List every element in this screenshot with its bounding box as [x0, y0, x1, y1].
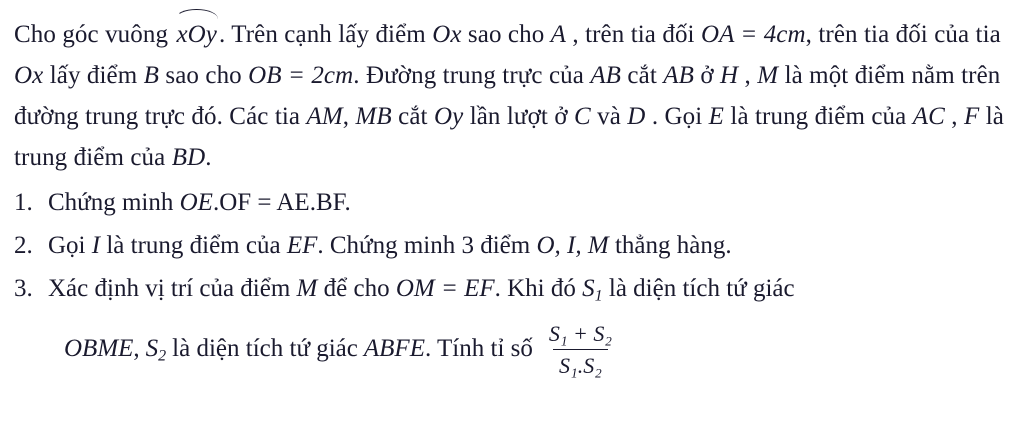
s1-subscript: 1 — [594, 287, 603, 305]
question-3-number: 3. — [14, 275, 33, 302]
problem-text-17: ở — [554, 103, 568, 130]
segment-ab-math: AB — [590, 62, 622, 89]
problem-text-16: lần lượt — [469, 103, 548, 130]
segment-ac-math: AC — [912, 103, 945, 130]
question-1-math-a: OE — [179, 189, 213, 216]
question-3-s1-symbol: $S_1$ — [582, 275, 603, 305]
problem-text-11: cắt — [627, 62, 657, 89]
question-item-1 — [14, 182, 1010, 223]
problem-text-21: là trung điểm của — [14, 103, 1004, 171]
ob-equation: OB = 2cm — [248, 62, 354, 89]
problem-statement — [14, 14, 1010, 178]
problem-period: . — [205, 144, 212, 171]
question-1-text-a: Chứng minh — [48, 189, 174, 216]
point-m-math: M — [757, 62, 779, 89]
angle-xoy-math: xOy — [174, 14, 219, 55]
question-3-text-d: là diện tích tứ giác — [608, 275, 795, 302]
question-3-body — [48, 268, 1010, 309]
question-3-text-b: để cho — [323, 275, 390, 302]
problem-comma-1: , — [342, 103, 350, 130]
ray-am-math: AM — [306, 103, 343, 130]
question-1-text-b: . — [344, 189, 351, 216]
question-3-tail-text-b: . Tính tỉ số — [424, 335, 533, 362]
problem-text-9: sao cho — [165, 62, 242, 89]
point-e-math: E — [708, 103, 725, 130]
question-3-math-b: OM = EF — [395, 275, 495, 302]
question-3-s2-symbol: $S_2$ — [145, 335, 167, 365]
point-d-math: D — [627, 103, 646, 130]
question-1-body — [48, 182, 1010, 223]
problem-text-2: . Trên cạnh — [218, 21, 332, 48]
s2-subscript: 2 — [158, 347, 167, 365]
question-2-text-b: là trung điểm của — [106, 232, 281, 259]
problem-text-18: và — [597, 103, 621, 130]
question-2-text-d: thẳng hàng. — [614, 232, 732, 259]
question-item-2 — [14, 225, 1010, 266]
problem-text-10: . Đường trung trực của — [353, 62, 584, 89]
ray-mb-math: MB — [355, 103, 392, 130]
fraction-numerator: S₁ + S₂ — [548, 321, 613, 346]
problem-text-4: sao cho — [467, 21, 545, 48]
question-2-math-c: O, I, M — [536, 232, 609, 259]
point-b-math: B — [143, 62, 160, 89]
segment-ab2-math: AB — [663, 62, 694, 89]
question-2-math-b: EF — [286, 232, 318, 259]
problem-text-3: lấy điểm — [338, 21, 426, 48]
problem-text-19: . Gọi — [651, 103, 703, 130]
point-h-math: H — [720, 62, 739, 89]
problem-text-6: , trên tia đối — [805, 21, 928, 48]
question-3-text-c: . Khi đó — [494, 275, 576, 302]
question-3-text-a: Xác định vị trí của điểm — [48, 275, 291, 302]
point-f-math: F — [963, 103, 980, 130]
problem-text-7: của tia — [934, 21, 1001, 48]
question-3-tail-comma: , — [133, 335, 140, 362]
question-1-math-b: .OF = AE.BF — [212, 189, 345, 216]
question-2-text-c: . Chứng minh 3 điểm — [317, 232, 531, 259]
problem-text-13: , — [744, 62, 751, 89]
problem-comma-2: , — [951, 103, 958, 130]
ox-math: Ox — [432, 21, 462, 48]
question-3-math-a: M — [296, 275, 318, 302]
question-2-number: 2. — [14, 232, 33, 259]
question-2-body — [48, 225, 1010, 266]
point-c-math: C — [574, 103, 591, 130]
fraction-denominator: S₁.S₂ — [553, 349, 608, 380]
problem-text-5: , trên tia đối — [572, 21, 695, 48]
segment-bd-math: BD — [171, 144, 206, 171]
question-1-number: 1. — [14, 189, 33, 216]
question-2-math-a: I — [91, 232, 101, 259]
ratio-fraction — [543, 320, 618, 379]
question-3-tail-text-a: là diện tích tứ giác — [172, 335, 358, 362]
oa-equation: OA = 4cm — [700, 21, 806, 48]
problem-text-8: lấy điểm — [49, 62, 138, 89]
problem-text-15: cắt — [398, 103, 428, 130]
problem-text-12: ở — [700, 62, 714, 89]
point-a-math: A — [550, 21, 567, 48]
problem-text-20: là trung điểm của — [730, 103, 907, 130]
question-2-text-a: Gọi — [48, 232, 86, 259]
questions-list — [14, 182, 1010, 378]
oy-math: Oy — [433, 103, 464, 130]
problem-text-14: là một điểm nằm trên đường trung trực đó. Các tia — [14, 62, 1001, 130]
quad-abfe-math: ABFE — [363, 335, 425, 362]
question-item-3 — [14, 268, 1010, 309]
problem-text-1: Cho góc vuông — [14, 21, 169, 48]
ox2-math: Ox — [14, 62, 44, 89]
question-3-continuation — [64, 319, 1010, 378]
quad-obme-math: OBME — [64, 335, 134, 362]
